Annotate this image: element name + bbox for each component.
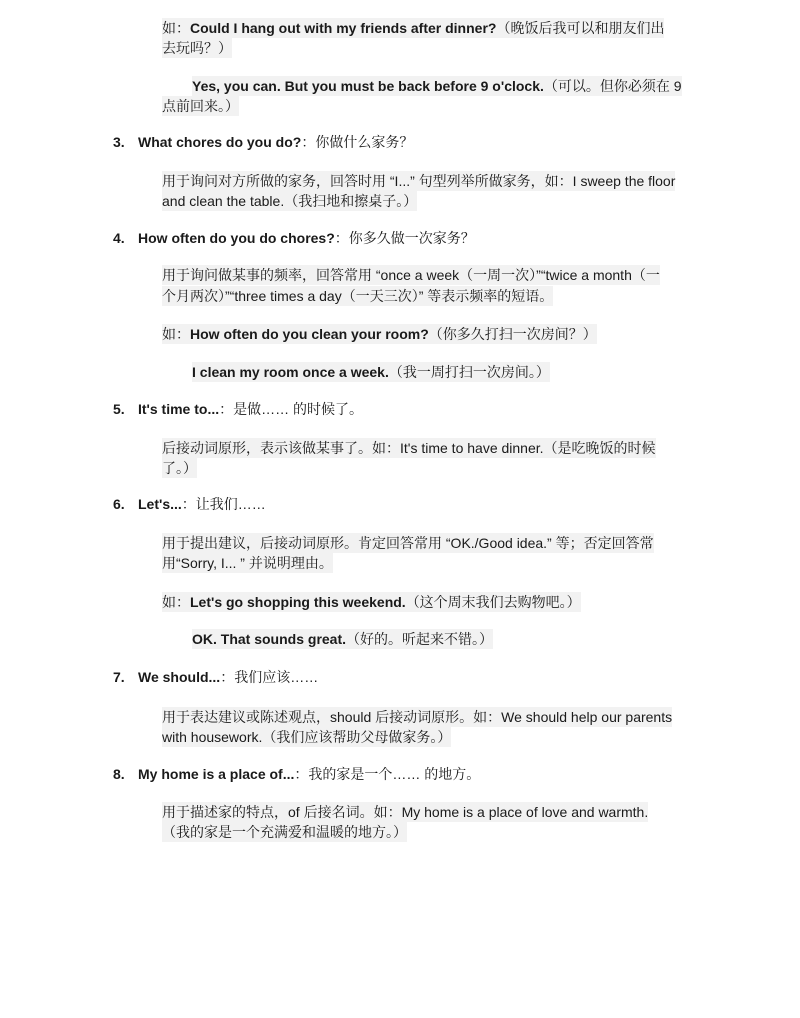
example-question: Could I hang out with my friends after dinner? — [190, 20, 497, 36]
item-explanation: 后接动词原形，表示该做某事了。如：It's time to have dinner.（是吃晚饭的时候 — [162, 440, 656, 456]
item-heading: We should...：我们应该…… — [138, 669, 319, 685]
example-answer-cont: 点前回来。） — [162, 98, 239, 114]
item-explanation: 用于询问对方所做的家务，回答时用 “I...” 句型列举所做家务，如：I sweep the floor — [162, 173, 676, 189]
example-question-cont: 去玩吗？） — [162, 40, 232, 56]
example-answer: Yes, you can. But you must be back before 9 o'clock. — [192, 78, 544, 94]
example-answer-line: OK. That sounds great.（好的。听起来不错。） — [192, 631, 494, 647]
item-explanation-cont: with housework.（我们应该帮助父母做家务。） — [162, 729, 452, 745]
example-question-line: 如：Could I hang out with my friends after dinner?（晚饭后我可以和朋友们出 — [162, 20, 665, 36]
item-explanation: 用于表达建议或陈述观点，should 后接动词原形。如：We should help our parents — [162, 709, 673, 725]
item-heading: What chores do you do?：你做什么家务？ — [138, 134, 414, 150]
example-question-line: 如：Let's go shopping this weekend.（这个周末我们去购物吧。） — [162, 594, 581, 610]
item-explanation-cont: 了。） — [162, 460, 197, 476]
item-heading: How often do you do chores?：你多久做一次家务？ — [138, 230, 475, 246]
example-answer-line: Yes, you can. But you must be back before 9 o'clock.（可以。但你必须在 9 — [192, 78, 682, 94]
item-explanation: 用于提出建议，后接动词原形。肯定回答常用 “OK./Good idea.” 等；否定回答常 — [162, 535, 654, 551]
item-explanation-cont: 个月两次）”“three times a day（一天三次）” 等表示频率的短语。 — [162, 288, 554, 304]
item-explanation-cont: and clean the table.（我扫地和擦桌子。） — [162, 193, 418, 209]
item-number: 7. — [113, 669, 125, 685]
example-question-line: 如：How often do you clean your room?（你多久打扫一次房间？） — [162, 326, 597, 342]
item-number: 4. — [113, 230, 125, 246]
item-number: 5. — [113, 401, 125, 417]
item-explanation: 用于询问做某事的频率，回答常用 “once a week（一周一次）”“twice a month（一 — [162, 267, 660, 283]
item-number: 3. — [113, 134, 125, 150]
item-heading: My home is a place of...：我的家是一个…… 的地方。 — [138, 766, 481, 782]
item-number: 6. — [113, 496, 125, 512]
item-heading: Let's...：让我们…… — [138, 496, 266, 512]
item-number: 8. — [113, 766, 125, 782]
item-explanation: 用于描述家的特点，of 后接名词。如：My home is a place of love and warmth. — [162, 804, 649, 820]
example-answer-line: I clean my room once a week.（我一周打扫一次房间。） — [192, 364, 550, 380]
item-heading: It's time to...：是做…… 的时候了。 — [138, 401, 364, 417]
item-explanation-cont: （我的家是一个充满爱和温暖的地方。） — [162, 824, 407, 840]
item-explanation-cont: 用“Sorry, I... ” 并说明理由。 — [162, 555, 333, 571]
